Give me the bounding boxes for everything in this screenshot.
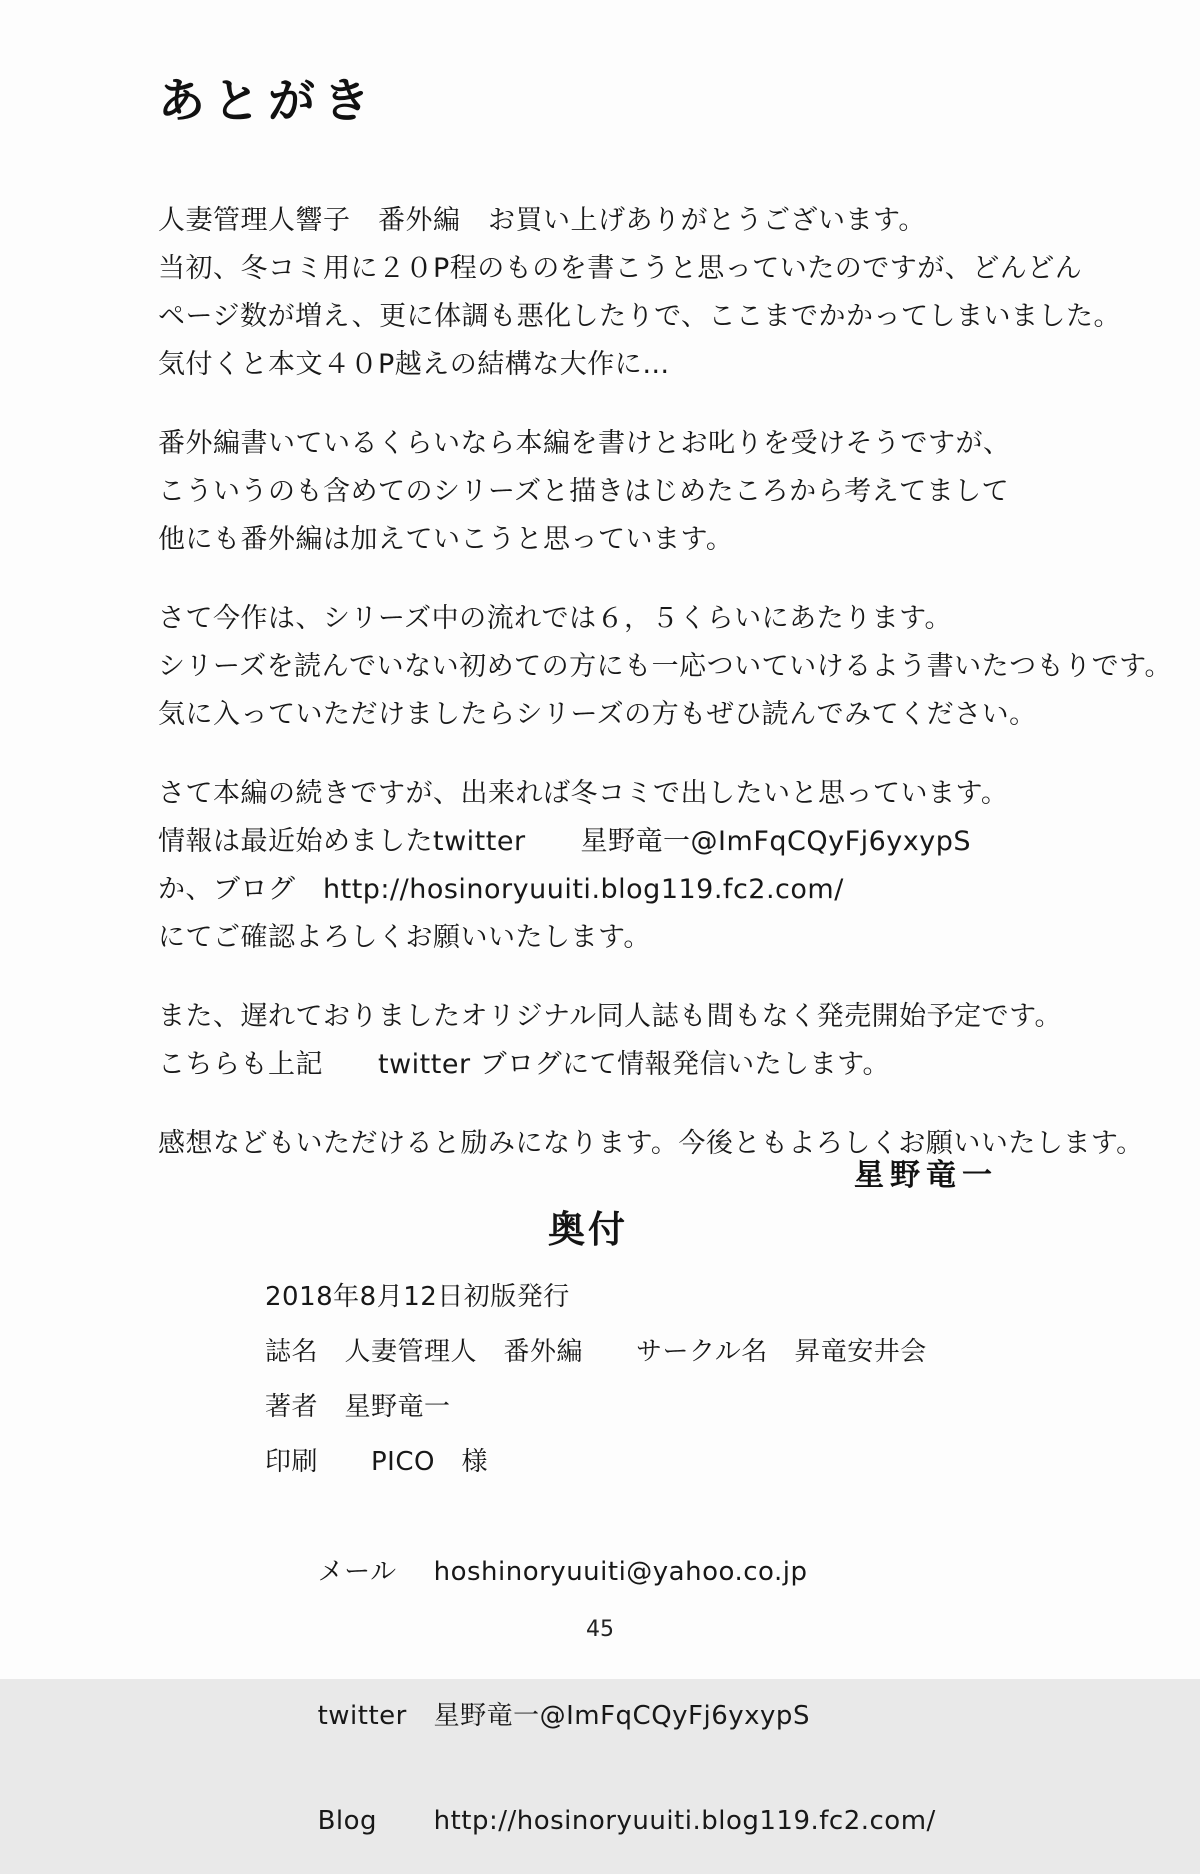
colophon-twitter-row	[265, 1664, 936, 1769]
text-line: こういうのも含めてのシリーズと描きはじめたころから考えてまして	[158, 476, 1010, 507]
colophon-printer-line: 印刷 PICO 様	[265, 1447, 488, 1477]
text-line: にてご確認よろしくお願いいたします。	[158, 922, 651, 953]
blog-value: http://hosinoryuuiti.blog119.fc2.com/	[433, 1806, 936, 1836]
twitter-value: 星野竜一@ImFqCQyFj6yxypS	[433, 1701, 810, 1731]
email-label: メール	[317, 1557, 397, 1587]
text-line: 番外編書いているくらいなら本編を書けとお叱りを受けそうですが、	[158, 428, 1011, 459]
text-line: シリーズを読んでいない初めての方にも一応ついていけるよう書いたつもりです。	[158, 651, 1172, 682]
text-line: 情報は最近始めましたtwitter 星野竜一@ImFqCQyFj6yxypS	[158, 826, 971, 857]
page-number: 45	[586, 1617, 614, 1642]
colophon-date-line: 2018年8月12日初版発行	[265, 1282, 570, 1312]
page-title: あとがき	[158, 74, 378, 129]
twitter-label: twitter	[317, 1701, 407, 1731]
text-line: ページ数が増え、更に体調も悪化したりで、ここまでかかってしまいました。	[158, 301, 1122, 332]
colophon	[265, 1270, 936, 1874]
blog-label: Blog	[317, 1806, 378, 1836]
text-line: 気に入っていただけましたらシリーズの方もぜひ読んでみてください。	[158, 699, 1037, 730]
text-line: さて今作は、シリーズ中の流れでは６，５くらいにあたります。	[158, 603, 952, 634]
colophon-blog-row	[265, 1769, 936, 1874]
text-line: か、ブログ http://hosinoryuuiti.blog119.fc2.com/	[158, 874, 844, 905]
text-line: 他にも番外編は加えていこうと思っています。	[158, 524, 734, 555]
text-line: また、遅れておりましたオリジナル同人誌も間もなく発売開始予定です。	[158, 1001, 1062, 1032]
text-line: こちらも上記 twitter ブログにて情報発信いたします。	[158, 1049, 890, 1080]
email-value: hoshinoryuuiti@yahoo.co.jp	[433, 1557, 808, 1587]
text-line: 感想などもいただけると励みになります。今後ともよろしくお願いいたします。	[158, 1128, 1144, 1159]
text-line: 当初、冬コミ用に２０P程のものを書こうと思っていたのですが、どんどん	[158, 253, 1083, 284]
text-line: さて本編の続きですが、出来れば冬コミで出したいと思っています。	[158, 778, 1009, 809]
text-line: 人妻管理人響子 番外編 お買い上げありがとうございます。	[158, 205, 926, 236]
colophon-heading: 奥付	[548, 1208, 628, 1251]
colophon-title-circle-line: 誌名 人妻管理人 番外編 サークル名 昇竜安井会	[265, 1337, 927, 1367]
afterword-body	[158, 166, 1172, 1195]
text-line: 気付くと本文４０P越えの結構な大作に…	[158, 349, 670, 380]
author-signature: 星野竜一	[854, 1158, 998, 1193]
colophon-author-line: 著者 星野竜一	[265, 1392, 451, 1422]
